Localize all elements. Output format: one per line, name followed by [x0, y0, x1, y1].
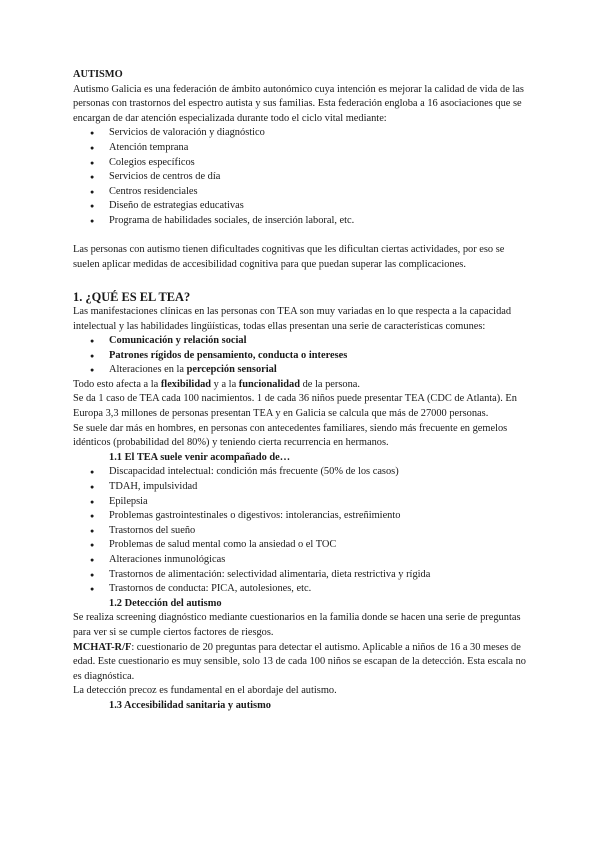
- emphasis: funcionalidad: [238, 378, 300, 390]
- list-item: [73, 363, 533, 378]
- services-list: [73, 126, 533, 228]
- section-heading: 1. ¿QUÉ ES EL TEA?: [73, 289, 191, 304]
- list-item: ● TDAH, impulsividad: [73, 480, 533, 495]
- list-item: ● Servicios de valoración y diagnóstico: [73, 126, 533, 141]
- list-item: ● Alteraciones inmunológicas: [73, 553, 533, 568]
- subsection-heading: 1.3 Accesibilidad sanitaria y autismo: [109, 699, 271, 711]
- comorbidities-list: [73, 465, 533, 596]
- document-title: AUTISMO: [73, 69, 123, 80]
- list-item: ● Problemas gastrointestinales o digestivos: intolerancias, estreñimiento: [73, 509, 533, 524]
- traits-list: [73, 334, 533, 378]
- gender-paragraph: Se suele dar más en hombres, en personas con antecedentes familiares, siendo más frecuente en gemelos idénticos (probabilidad del 80%) y teniendo cierta recurrencia en hermanos.: [73, 422, 508, 449]
- list-item: [73, 334, 533, 349]
- early-detection-paragraph: La detección precoz es fundamental en el abordaje del autismo.: [73, 685, 337, 697]
- subsection-heading: 1.1 El TEA suele venir acompañado de…: [109, 451, 291, 463]
- mchat-text: : cuestionario de 20 preguntas para detectar el autismo. Aplicable a niños de 16 a 30 meses de edad. Este cuestionario es muy sensible, solo 13 de cada 100 niños se escapan de la detección. Esta escala no es diagnóstica.: [73, 641, 526, 682]
- spacer: [73, 272, 533, 287]
- affect-paragraph: [73, 378, 533, 393]
- list-item: ● Epilepsia: [73, 495, 533, 510]
- list-item: ● Discapacidad intelectual: condición más frecuente (50% de los casos): [73, 465, 533, 480]
- text-run: de la persona.: [300, 378, 361, 390]
- text-run: Todo esto afecta a la: [73, 378, 161, 390]
- emphasis: flexibilidad: [160, 378, 212, 390]
- mchat-label: MCHAT-R/F: [73, 641, 132, 653]
- list-item: ● Programa de habilidades sociales, de inserción laboral, etc.: [73, 214, 533, 229]
- accessibility-paragraph: Las personas con autismo tienen dificultades cognitivas que les dificultan ciertas actividades, por eso se suelen aplicar medidas de accesibilidad cognitiva para que puedan superar las complicaciones.: [73, 244, 505, 270]
- list-item: ● Trastornos del sueño: [73, 524, 533, 539]
- list-item: ● Problemas de salud mental como la ansiedad o el TOC: [73, 538, 533, 553]
- stats-paragraph: Se da 1 caso de TEA cada 100 nacimientos. 1 de cada 36 niños puede presentar TEA (CDC de Atlanta). En Europa 3,3 millones de personas presentan TEA y en Galicia se calcula que más de 27000 personas.: [73, 393, 517, 420]
- trait-text: Alteraciones en la: [109, 364, 187, 376]
- list-item: ● Centros residenciales: [73, 185, 533, 200]
- mchat-paragraph: [73, 641, 533, 685]
- spacer: [73, 229, 533, 244]
- list-item: ● Trastornos de alimentación: selectividad alimentaria, dieta restrictiva y rígida: [73, 568, 533, 583]
- section-intro: Las manifestaciones clínicas en las personas con TEA son muy variadas en lo que respecta a la capacidad intelectual y las habilidades lingüísticas, todas ellas presentan una serie de características comunes:: [73, 305, 512, 332]
- trait-text: Comunicación y relación social: [109, 335, 247, 347]
- subsection-heading: 1.2 Detección del autismo: [109, 597, 222, 609]
- trait-text: Patrones rígidos de pensamiento, conducta o intereses: [109, 349, 348, 361]
- screening-paragraph: Se realiza screening diagnóstico mediante cuestionarios en la familia donde se hacen una serie de preguntas para ver si se cumple ciertos factores de riesgos.: [73, 612, 521, 638]
- list-item: ● Diseño de estrategias educativas: [73, 199, 533, 214]
- document-page: [73, 68, 533, 714]
- trait-emphasis: percepción sensorial: [186, 364, 277, 376]
- list-item: ● Atención temprana: [73, 141, 533, 156]
- intro-paragraph: Autismo Galicia es una federación de ámbito autonómico cuya intención es mejorar la calidad de vida de las personas con trastornos del espectro autista y sus familias. Esta federación engloba a 16 asociaciones que se encargan de dar atención especializada durante todo el ciclo vital mediante:: [73, 83, 524, 124]
- list-item: [73, 349, 533, 364]
- text-run: y a la: [211, 378, 239, 390]
- list-item: ● Trastornos de conducta: PICA, autolesiones, etc.: [73, 582, 533, 597]
- list-item: ● Colegios específicos: [73, 156, 533, 171]
- list-item: ● Servicios de centros de día: [73, 170, 533, 185]
